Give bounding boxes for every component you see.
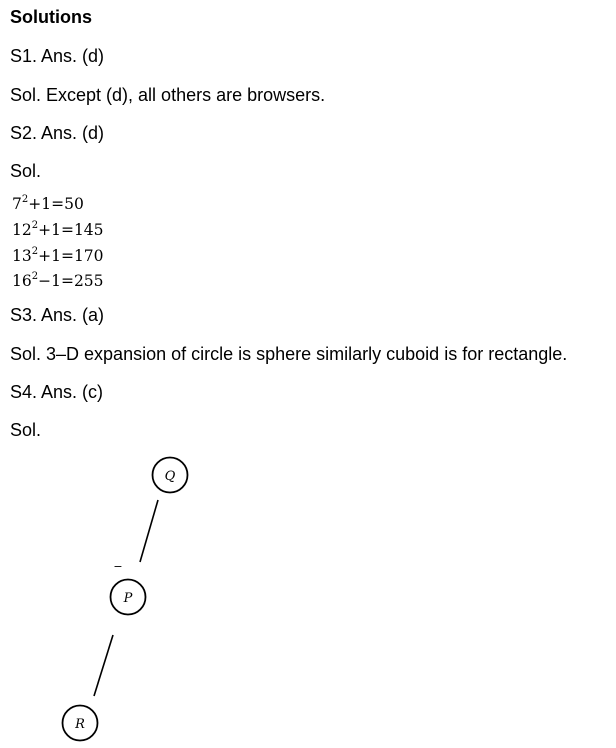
equation-rest: +1=50	[28, 195, 84, 213]
s2-equation	[12, 271, 104, 291]
s4-answer: S4. Ans. (c)	[10, 382, 104, 402]
link-p-r	[94, 635, 113, 696]
equation-exponent: 2	[31, 245, 39, 257]
equation-rest: +1=170	[38, 247, 104, 265]
node-p	[111, 580, 146, 615]
s1-answer: S1. Ans. (d)	[10, 46, 105, 66]
equation-base: 13	[12, 247, 32, 265]
node-q-label: Q	[164, 469, 176, 484]
page-title: Solutions	[10, 7, 92, 27]
equation-rest: +1=145	[38, 221, 104, 239]
equation-base: 16	[12, 272, 32, 290]
s2-equation	[12, 194, 84, 214]
node-r	[63, 706, 98, 741]
s3-answer: S3. Ans. (a)	[10, 305, 105, 325]
equation-exponent: 2	[31, 270, 39, 282]
s2-equation	[12, 246, 104, 266]
link-q-p	[140, 500, 158, 562]
s2-equation	[12, 220, 104, 240]
s3-solution: Sol. 3–D expansion of circle is sphere similarly cuboid is for rectangle.	[10, 344, 568, 364]
equation-base: 7	[12, 195, 22, 213]
node-q	[153, 458, 188, 493]
equation-base: 12	[12, 221, 32, 239]
s1-solution: Sol. Except (d), all others are browsers.	[10, 85, 326, 105]
equation-exponent: 2	[21, 193, 29, 205]
node-p-label: P	[123, 591, 133, 606]
s2-answer: S2. Ans. (d)	[10, 123, 105, 143]
minus-mark: −	[113, 560, 123, 573]
node-r-label: R	[75, 717, 85, 732]
family-relation-diagram	[0, 440, 616, 748]
equation-exponent: 2	[31, 219, 39, 231]
s4-solution-label: Sol.	[10, 420, 42, 440]
equation-rest: −1=255	[38, 272, 104, 290]
s2-solution-label: Sol.	[10, 161, 42, 181]
